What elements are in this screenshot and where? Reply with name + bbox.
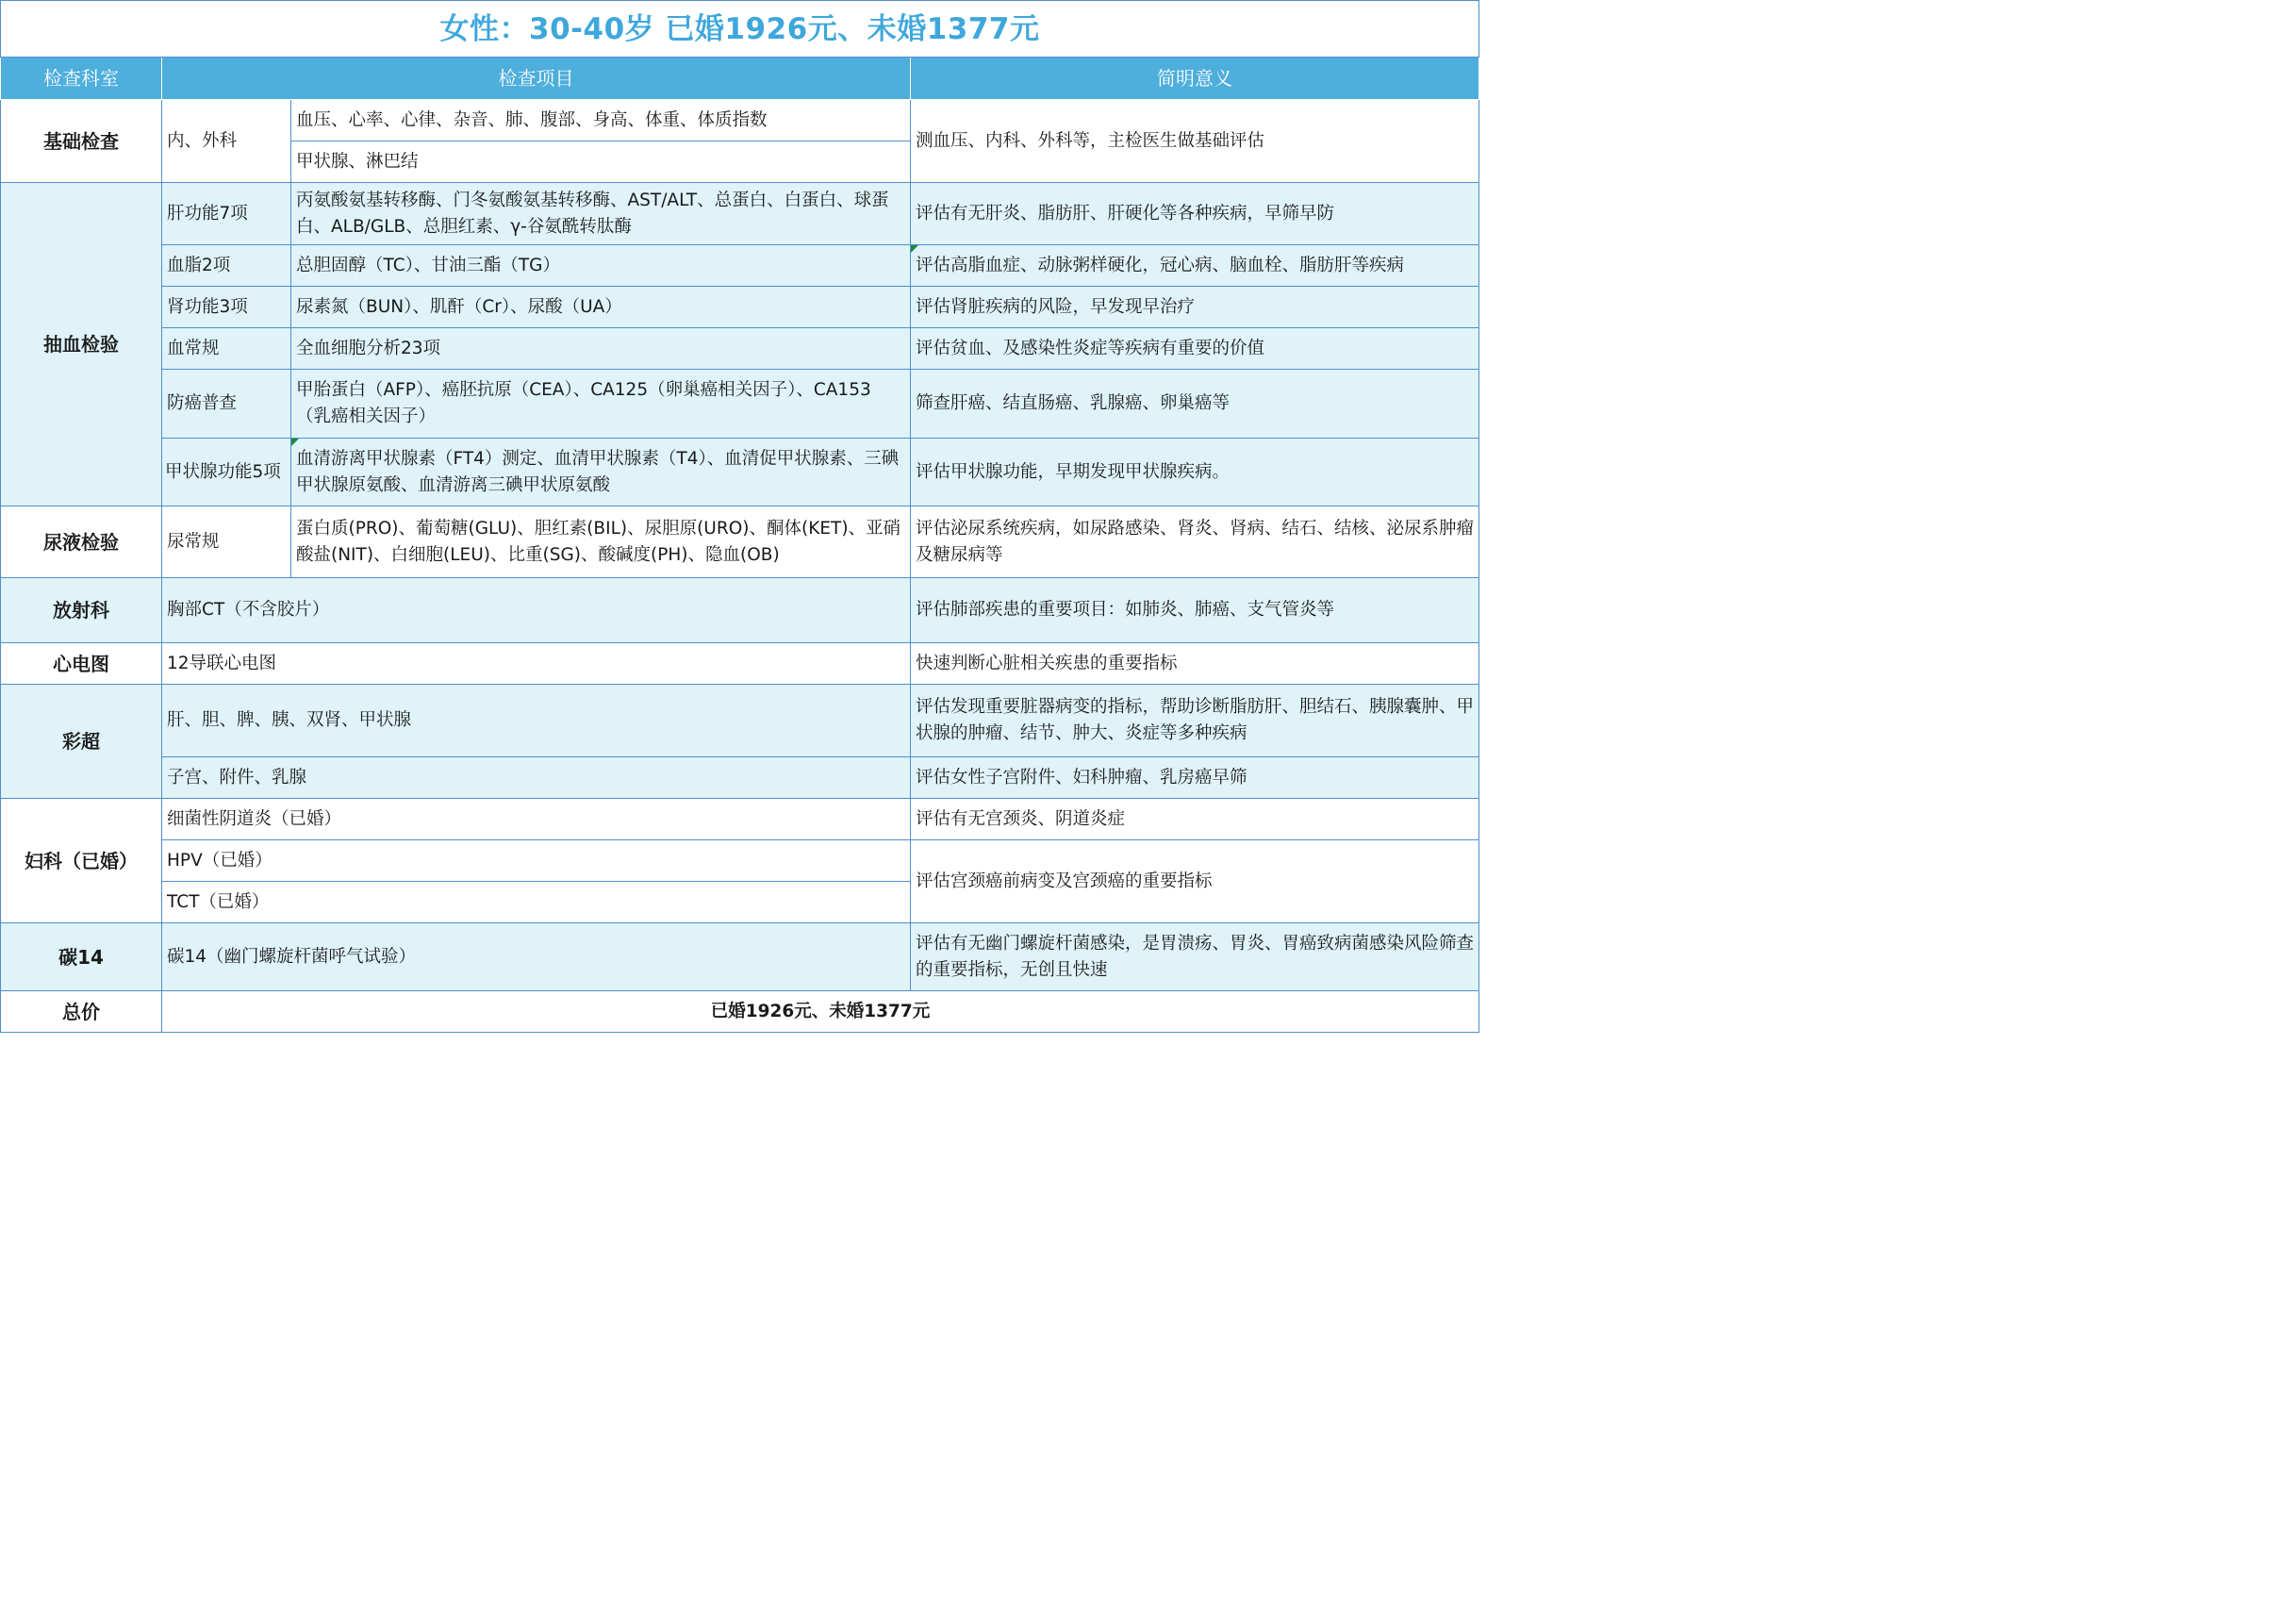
table-row xyxy=(1,506,1479,578)
table-row xyxy=(1,840,1479,882)
total-price: 已婚1926元、未婚1377元 xyxy=(162,991,1479,1033)
sub-cancer-screen: 防癌普查 xyxy=(162,370,291,439)
meaning-ultrasound-2: 评估女性子宫附件、妇科肿瘤、乳房癌早筛 xyxy=(911,757,1479,799)
table-row xyxy=(1,799,1479,840)
meaning-ecg: 快速判断心脏相关疾患的重要指标 xyxy=(911,643,1479,685)
meaning-gyn-1: 评估有无宫颈炎、阴道炎症 xyxy=(911,799,1479,840)
dept-ecg: 心电图 xyxy=(1,643,162,685)
meaning-cancer-screen: 筛查肝癌、结直肠癌、乳腺癌、卵巢癌等 xyxy=(911,370,1479,439)
item-basic-1: 血压、心率、心律、杂音、肺、腹部、身高、体重、体质指数 xyxy=(291,100,911,141)
item-thyroid: 血清游离甲状腺素（FT4）测定、血清甲状腺素（T4）、血清促甲状腺素、三碘甲状腺原氨酸、血清游离三碘甲状原氨酸 xyxy=(291,439,911,506)
sub-liver: 肝功能7项 xyxy=(162,183,291,245)
dept-ultrasound: 彩超 xyxy=(1,685,162,799)
sub-blood-routine: 血常规 xyxy=(162,328,291,370)
header-dept: 检查科室 xyxy=(1,58,162,100)
dept-urine: 尿液检验 xyxy=(1,506,162,578)
sub-urine: 尿常规 xyxy=(162,506,291,578)
item-gyn-3: TCT（已婚） xyxy=(162,882,911,923)
header-items: 检查项目 xyxy=(162,58,911,100)
checkup-package-sheet xyxy=(0,0,1478,1037)
meaning-blood-routine: 评估贫血、及感染性炎症等疾病有重要的价值 xyxy=(911,328,1479,370)
table-row xyxy=(1,245,1479,287)
table-row xyxy=(1,100,1479,141)
item-radiology: 胸部CT（不含胶片） xyxy=(162,578,911,643)
table-row xyxy=(1,328,1479,370)
meaning-gyn-2: 评估宫颈癌前病变及宫颈癌的重要指标 xyxy=(911,840,1479,923)
dept-basic: 基础检查 xyxy=(1,100,162,183)
dept-gyn: 妇科（已婚） xyxy=(1,799,162,923)
table-row xyxy=(1,439,1479,506)
total-row xyxy=(1,991,1479,1033)
meaning-thyroid: 评估甲状腺功能，早期发现甲状腺疾病。 xyxy=(911,439,1479,506)
table-row xyxy=(1,287,1479,328)
item-blood-routine: 全血细胞分析23项 xyxy=(291,328,911,370)
item-c14: 碳14（幽门螺旋杆菌呼气试验） xyxy=(162,923,911,991)
sub-lipid: 血脂2项 xyxy=(162,245,291,287)
meaning-c14: 评估有无幽门螺旋杆菌感染，是胃溃疡、胃炎、胃癌致病菌感染风险筛查的重要指标，无创且快速 xyxy=(911,923,1479,991)
table-row xyxy=(1,578,1479,643)
item-kidney: 尿素氮（BUN）、肌酐（Cr）、尿酸（UA） xyxy=(291,287,911,328)
meaning-ultrasound-1: 评估发现重要脏器病变的指标，帮助诊断脂肪肝、胆结石、胰腺囊肿、甲状腺的肿瘤、结节、肿大、炎症等多种疾病 xyxy=(911,685,1479,757)
header-meaning: 简明意义 xyxy=(911,58,1479,100)
item-ultrasound-1: 肝、胆、脾、胰、双肾、甲状腺 xyxy=(162,685,911,757)
meaning-kidney: 评估肾脏疾病的风险，早发现早治疗 xyxy=(911,287,1479,328)
table-row xyxy=(1,643,1479,685)
meaning-basic: 测血压、内科、外科等，主检医生做基础评估 xyxy=(911,100,1479,183)
page-title: 女性：30-40岁 已婚1926元、未婚1377元 xyxy=(1,1,1479,58)
table-row xyxy=(1,923,1479,991)
total-label: 总价 xyxy=(1,991,162,1033)
meaning-lipid: 评估高脂血症、动脉粥样硬化，冠心病、脑血栓、脂肪肝等疾病 xyxy=(911,245,1479,287)
table-row xyxy=(1,685,1479,757)
item-basic-2: 甲状腺、淋巴结 xyxy=(291,141,911,183)
item-urine: 蛋白质(PRO)、葡萄糖(GLU)、胆红素(BIL)、尿胆原(URO)、酮体(KET)、亚硝酸盐(NIT)、白细胞(LEU)、比重(SG)、酸碱度(PH)、隐血(OB) xyxy=(291,506,911,578)
sub-thyroid: 甲状腺功能5项 xyxy=(162,439,291,506)
item-ecg: 12导联心电图 xyxy=(162,643,911,685)
item-gyn-2: HPV（已婚） xyxy=(162,840,911,882)
item-lipid: 总胆固醇（TC）、甘油三酯（TG） xyxy=(291,245,911,287)
title-row xyxy=(1,1,1479,58)
meaning-liver: 评估有无肝炎、脂肪肝、肝硬化等各种疾病，早筛早防 xyxy=(911,183,1479,245)
dept-radiology: 放射科 xyxy=(1,578,162,643)
table-row xyxy=(1,370,1479,439)
item-cancer-screen: 甲胎蛋白（AFP）、癌胚抗原（CEA）、CA125（卵巢癌相关因子）、CA153（乳癌相关因子） xyxy=(291,370,911,439)
item-ultrasound-2: 子宫、附件、乳腺 xyxy=(162,757,911,799)
item-gyn-1: 细菌性阴道炎（已婚） xyxy=(162,799,911,840)
meaning-radiology: 评估肺部疾患的重要项目：如肺炎、肺癌、支气管炎等 xyxy=(911,578,1479,643)
checkup-table xyxy=(0,0,1479,1033)
sub-basic: 内、外科 xyxy=(162,100,291,183)
dept-blood: 抽血检验 xyxy=(1,183,162,506)
meaning-urine: 评估泌尿系统疾病，如尿路感染、肾炎、肾病、结石、结核、泌尿系肿瘤及糖尿病等 xyxy=(911,506,1479,578)
dept-c14: 碳14 xyxy=(1,923,162,991)
table-row xyxy=(1,757,1479,799)
sub-kidney: 肾功能3项 xyxy=(162,287,291,328)
table-row xyxy=(1,183,1479,245)
header-row xyxy=(1,58,1479,100)
item-liver: 丙氨酸氨基转移酶、门冬氨酸氨基转移酶、AST/ALT、总蛋白、白蛋白、球蛋白、ALB/GLB、总胆红素、γ-谷氨酰转肽酶 xyxy=(291,183,911,245)
